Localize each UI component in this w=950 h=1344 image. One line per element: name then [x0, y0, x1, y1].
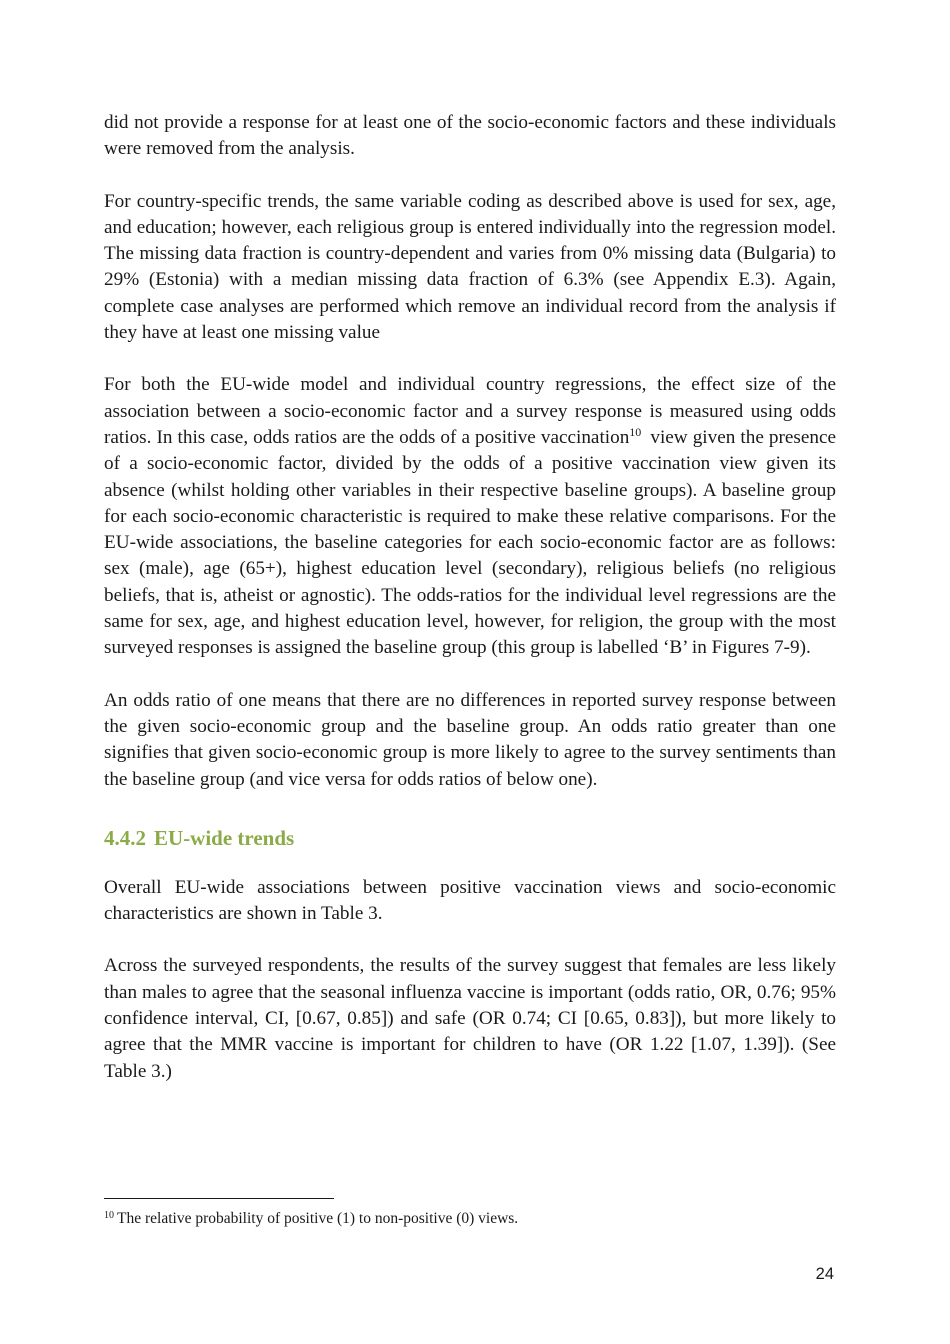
section-heading	[104, 824, 836, 852]
footnote	[104, 1209, 836, 1229]
paragraph-country-specific-trends: For country-specific trends, the same variable coding as described above is used for sex, age, and education; however, each religious group is entered individually into the regression model. The missing data fraction is country-dependent and varies from 0% missing data (Bulgaria) to 29% (Estonia) with a median missing data fraction of 6.3% (see Appendix E.3). Again, complete case analyses are performed which remove an individual record from the analysis if they have at least one missing value	[104, 190, 836, 344]
paragraph-odds-ratios-part1: For both the EU-wide model and individual country regressions, the effect size of the association between a socio-economic factor and a survey response is measured using odds ratios. In this case, odds ratios are the odds of a positive vaccination	[104, 374, 836, 448]
paragraph-odds-ratios-part2: view given the presence of a socio-economic factor, divided by the odds of a positive vaccination view given its absence (whilst holding other variables in their respective baseline groups). A baseline group for each socio-economic characteristic is required to make these relative comparisons. For the EU-wide associations, the baseline categories for each socio-economic factor are as follows: sex (male), age (65+), highest education level (secondary), religious beliefs (no religious beliefs, that is, atheist or agnostic). The odds-ratios for the individual level regressions are the same for sex, age, and highest education level, however, for religion, the group with the most surveyed responses is assigned the baseline group (this group is labelled ‘B’ in Figures 7-9).	[104, 426, 837, 659]
page-number: 24	[815, 1265, 834, 1283]
footnote-reference[interactable]: 10	[629, 424, 642, 439]
section-title: EU-wide trends	[154, 825, 295, 850]
footnote-marker: 10	[104, 1210, 114, 1221]
paragraph-eu-wide-intro: Overall EU-wide associations between positive vaccination views and socio-economic characteristics are shown in Table 3.	[104, 876, 836, 925]
paragraph-eu-wide-results: Across the surveyed respondents, the results of the survey suggest that females are less likely than males to agree that the seasonal influenza vaccine is important (odds ratio, OR, 0.76; 95% confidence interval, CI, [0.67, 0.85]) and safe (OR 0.74; CI [0.65, 0.83]), but more likely to agree that the MMR vaccine is important for children to have (OR 1.22 [1.07, 1.39]). (See Table 3.)	[104, 955, 836, 1082]
section-number: 4.4.2	[104, 825, 146, 850]
footnote-text: The relative probability of positive (1) to non-positive (0) views.	[117, 1210, 519, 1227]
footnote-divider	[104, 1198, 334, 1199]
paragraph-odds-ratio-interpretation: An odds ratio of one means that there are no differences in reported survey response between the given socio-economic group and the baseline group. An odds ratio greater than one signifies that given socio-economic group is more likely to agree to the survey sentiments than the baseline group (and vice versa for odds ratios of below one).	[104, 689, 836, 790]
page-content	[104, 110, 836, 1111]
paragraph-continuation: did not provide a response for at least one of the socio-economic factors and these individuals were removed from the analysis.	[104, 112, 836, 160]
paragraph-odds-ratios	[104, 372, 836, 661]
